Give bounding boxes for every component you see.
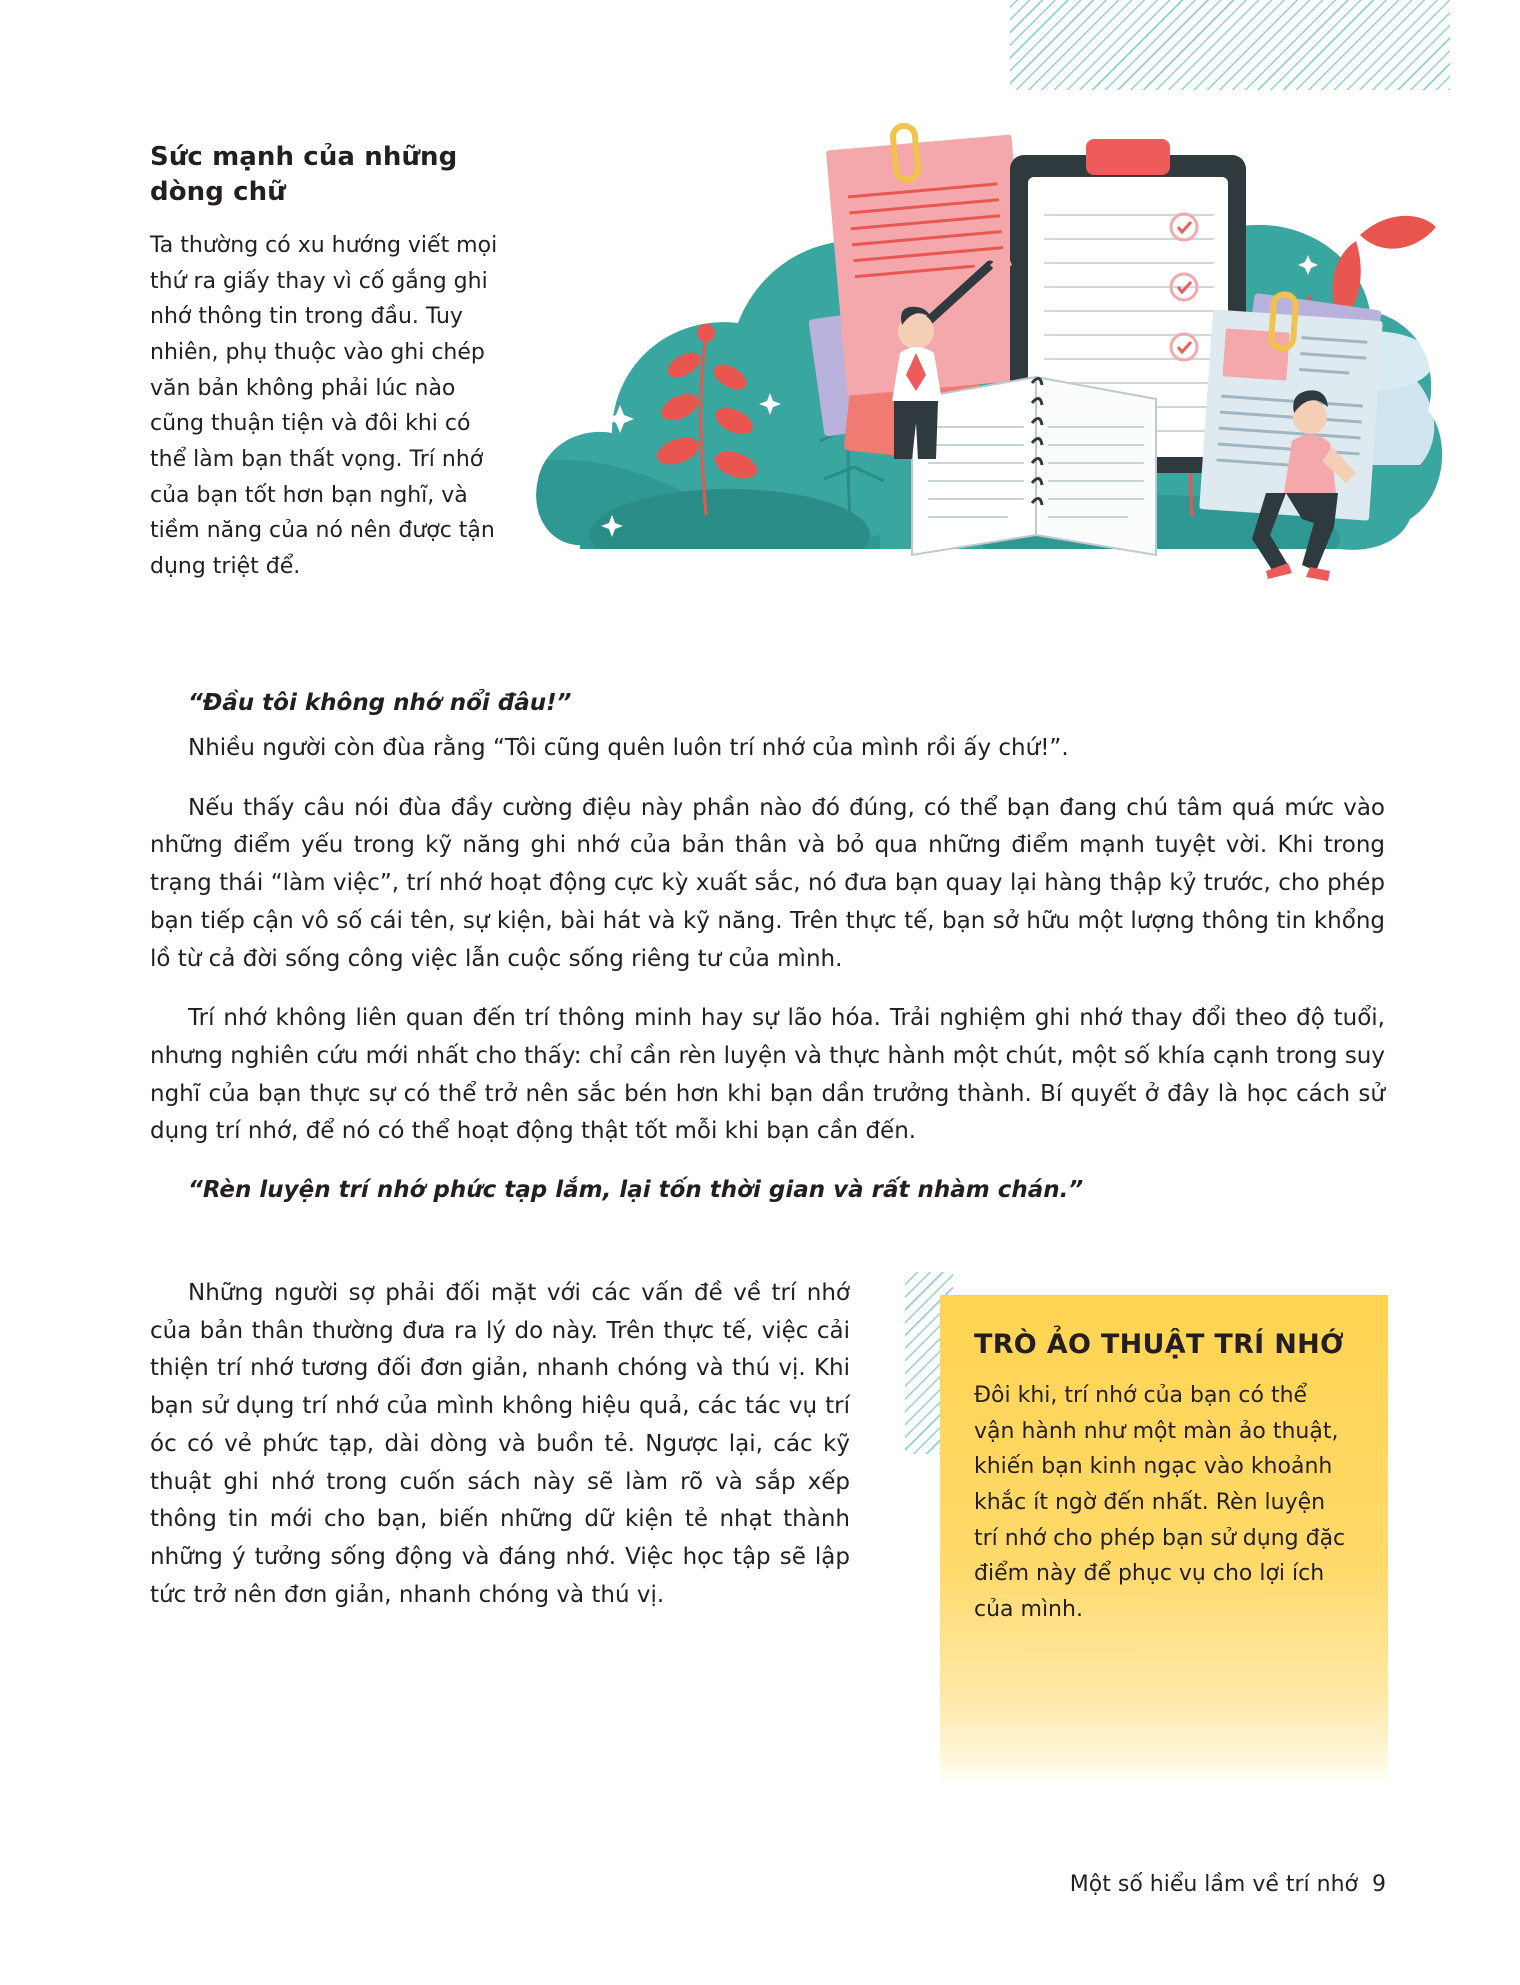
body-paragraph-1: Nhiều người còn đùa rằng “Tôi cũng quên luôn trí nhớ của mình rồi ấy chứ!”. [188, 735, 1069, 761]
body-paragraph-2: Nếu thấy câu nói đùa đầy cường điệu này phần nào đó đúng, có thể bạn đang chú tâm quá mức vào những điểm yếu trong kỹ năng ghi nhớ của bản thân và bỏ qua những điểm mạnh tuyệt vời. Khi trong trạng thái “làm việc”, trí nhớ hoạt động cực kỳ xuất sắc, nó đưa bạn quay lại hàng thập kỷ trước, cho phép bạn tiếp cận vô số cái tên, sự kiện, bài hát và kỹ năng. Trên thực tế, bạn sở hữu một lượng thông tin khổng lồ từ cả đời sống công việc lẫn cuộc sống riêng tư của mình. [150, 794, 1385, 972]
bottom-text-column [150, 1275, 850, 1614]
illustration-notebook [912, 377, 1156, 555]
subheading-1: “Đầu tôi không nhớ nổi đâu!” [188, 690, 572, 716]
callout-box [940, 1295, 1388, 1785]
hero-illustration [520, 115, 1450, 635]
intro-column [150, 140, 505, 584]
intro-paragraph: Ta thường có xu hướng viết mọi thứ ra giấy thay vì cố gắng ghi nhớ thông tin trong đầu. Tuy nhiên, phụ thuộc vào ghi chép văn bản không phải lúc nào cũng thuận tiện và đôi khi có thể làm bạn thất vọng. Trí nhớ của bạn tốt hơn bạn nghĩ, và tiềm năng của nó nên được tận dụng triệt để. [150, 233, 498, 579]
footer-page-number: 9 [1372, 1872, 1386, 1897]
hatch-pattern-top [1010, 0, 1450, 90]
bottom-paragraph: Những người sợ phải đối mặt với các vấn đề về trí nhớ của bản thân thường đưa ra lý do này. Trên thực tế, việc cải thiện trí nhớ tương đối đơn giản, nhanh chóng và thú vị. Khi bạn sử dụng trí nhớ của mình không hiệu quả, các tác vụ trí óc có vẻ phức tạp, dài dòng và buồn tẻ. Ngược lại, các kỹ thuật ghi nhớ trong cuốn sách này sẽ làm rõ và sắp xếp thông tin mới cho bạn, biến những dữ kiện tẻ nhạt thành những ý tưởng sống động và đáng nhớ. Việc học tập sẽ lập tức trở nên đơn giản, nhanh chóng và thú vị. [150, 1280, 850, 1608]
callout-text: Đôi khi, trí nhớ của bạn có thể vận hành như một màn ảo thuật, khiến bạn kinh ngạc vào khoảnh khắc ít ngờ đến nhất. Rèn luyện trí nhớ cho phép bạn sử dụng đặc điểm này để phục vụ cho lợi ích của mình. [974, 1383, 1346, 1622]
footer-chapter: Một số hiểu lầm về trí nhớ [1069, 1872, 1358, 1897]
body-paragraph-3: Trí nhớ không liên quan đến trí thông minh hay sự lão hóa. Trải nghiệm ghi nhớ thay đổi theo độ tuổi, nhưng nghiên cứu mới nhất cho thấy: chỉ cần rèn luyện và thực hành một chút, một số khía cạnh trong suy nghĩ của bạn thực sự có thể trở nên sắc bén hơn khi bạn dần trưởng thành. Bí quyết ở đây là học cách sử dụng trí nhớ, để nó có thể hoạt động thật tốt mỗi khi bạn cần đến. [150, 1005, 1385, 1145]
body-text-block [150, 690, 1385, 1225]
subheading-2: “Rèn luyện trí nhớ phức tạp lắm, lại tốn thời gian và rất nhàm chán.” [188, 1177, 1084, 1204]
page-footer [1070, 1872, 1386, 1897]
callout-title: TRÒ ẢO THUẬT TRÍ NHỚ [974, 1329, 1344, 1360]
section-title: Sức mạnh của những dòng chữ [150, 142, 458, 208]
